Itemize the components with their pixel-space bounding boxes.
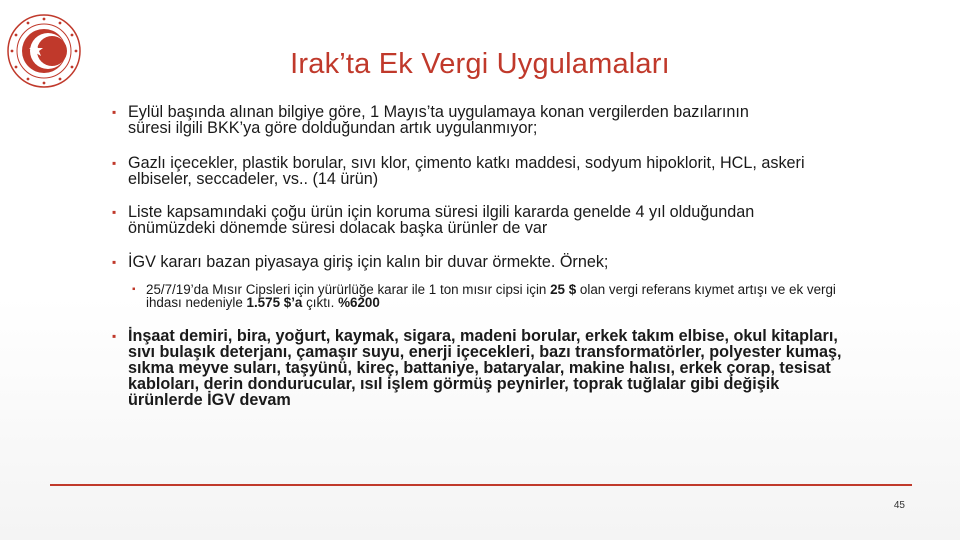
bullet-text: İnşaat demiri, bira, yoğurt, kaymak, sigara, madeni borular, erkek takım elbise, okul kitapları, sıvı bulaşık deterjanı, çamaşır suyu, enerji içecekleri, bazı transformatörler, polyester kumaş, sıkma meyve suları, taşyünü, kireç, battaniye, bataryalar, makine halısı, erkek çorap, tesisat kabloları, derin dondurucular, ısıl işlem görmüş peynirler, toprak tuğlalar gibi değişik ürünlerde İGV devam [128,327,842,409]
bullet-text: İGV kararı bazan piyasaya giriş için kalın bir duvar örmekte. Örnek; [128,253,609,271]
sub-bullet-bold-value: %6200 [338,295,380,310]
bullet-text: Gazlı içecekler, plastik borular, sıvı klor, çimento katkı maddesi, sodyum hipoklorit, HCL, askeri elbiseler, seccadeler, vs.. (14 ürün) [128,154,805,188]
slide-title: Irak’ta Ek Vergi Uygulamaları [290,48,670,80]
sub-bullet-bold-value: 1.575 $’a [246,295,303,310]
sub-bullet-marker-icon: ▪ [132,284,136,295]
sub-bullet-item [132,282,846,310]
bullet-marker-icon: ▪ [112,105,117,119]
sub-bullet-text: çıktı. [302,295,339,310]
bullet-marker-icon: ▪ [112,156,117,170]
bullet-marker-icon: ▪ [112,329,117,343]
bullet-marker-icon: ▪ [112,205,117,219]
ministry-emblem-icon [6,13,82,89]
footer-divider [50,484,912,486]
bullet-marker-icon: ▪ [112,255,117,269]
bullet-item-5 [112,327,853,409]
sub-bullet-text: olan vergi referans kıymet artışı ve ek vergi ihdası nedeniyle [146,282,836,310]
bullet-item-3 [112,203,768,237]
bullet-item-4 [112,253,828,271]
bullet-text: Liste kapsamındaki çoğu ürün için koruma süresi ilgili kararda genelde 4 yıl olduğundan önümüzdeki dönemde süresi dolacak başka ürünler de var [128,203,755,237]
sub-bullet-text: 25/7/19’da Mısır Cipsleri için yürürlüğe karar ile 1 ton mısır cipsi için [146,282,551,297]
bullet-item-1 [112,103,778,137]
sub-bullet-bold-value: 25 $ [550,282,577,297]
bullet-item-2 [112,154,828,188]
page-number: 45 [893,500,905,511]
bullet-text: Eylül başında alınan bilgiye göre, 1 Mayıs’ta uygulamaya konan vergilerden bazılarının süresi ilgili BKK’ya göre dolduğundan artık uygulanmıyor; [128,103,749,137]
